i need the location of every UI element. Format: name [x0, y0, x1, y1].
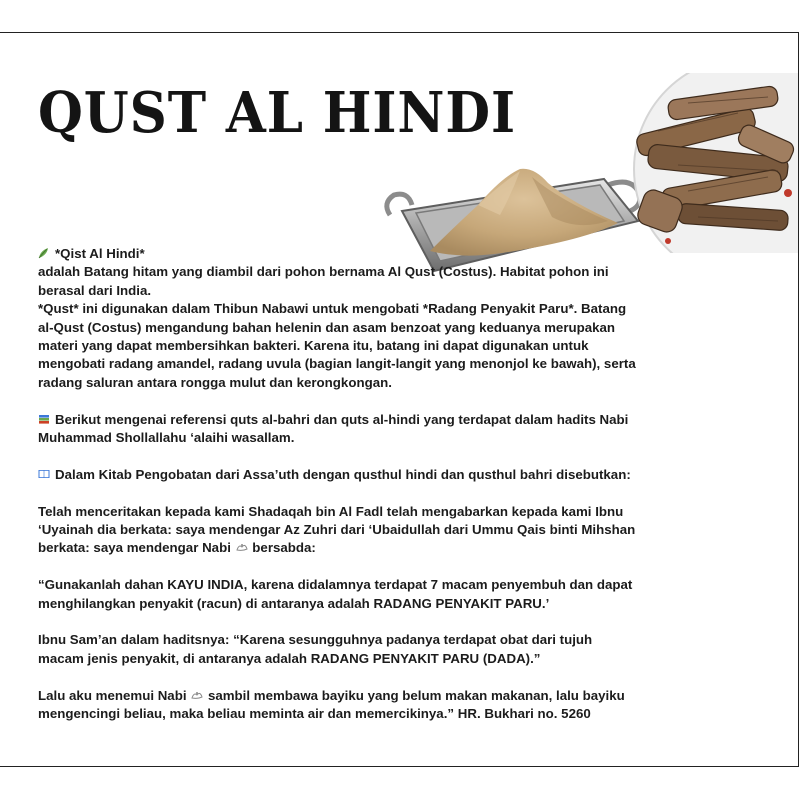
ibnu-saman-text: Ibnu Sam’an dalam haditsnya: “Karena sesungguhnya padanya terdapat obat dari tujuh macam jenis penyakit, di antaranya adalah RADANG PENYAKIT PARU (DADA).” [38, 632, 593, 666]
paragraph-closing [38, 687, 638, 724]
honorific-glyph-icon [191, 689, 203, 701]
books-icon [38, 413, 50, 425]
paragraph-reference [38, 411, 638, 448]
open-book-icon [38, 468, 50, 480]
reference-text: Berikut mengenai referensi quts al-bahri dan quts al-hindi yang terdapat dalam hadits Nabi Muhammad Shollallahu ‘alaihi wasallam. [38, 411, 629, 446]
intro-text-2: *Qust* ini digunakan dalam Thibun Nabawi untuk mengobati *Radang Penyakit Paru*. Batang al-Qust (Costus) mengandung bahan helenin dan asam benzoat yang keduanya merupakan materi yang dapat membersihkan bakteri. Karena itu, batang ini dapat digunakan untuk mengobati radang amandel, radang uvula (bagian langit-langit yang menonjol ke bawah), serta radang saluran antara rongga mulut dan kerongkongan. [38, 301, 636, 390]
intro-heading: *Qist Al Hindi* [55, 246, 145, 261]
intro-text: adalah Batang hitam yang diambil dari pohon bernama Al Qust (Costus). Habitat pohon ini berasal dari India. [38, 264, 609, 298]
closing-text-end: sambil membawa bayiku yang belum makan makanan, lalu bayiku mengencingi beliau, maka beliau meminta air dan memercikinya.” HR. Bukhari no. 5260 [38, 687, 625, 722]
honorific-glyph-icon [236, 541, 248, 553]
poster-frame [0, 32, 799, 767]
hadith-quote-text: “Gunakanlah dahan KAYU INDIA, karena didalamnya terdapat 7 macam penyembuh dan dapat menghilangkan penyakit (racun) di antaranya adalah RADANG PENYAKIT PARU.’ [38, 577, 633, 611]
kitab-text: Dalam Kitab Pengobatan dari Assa’uth dengan qusthul hindi dan qusthul bahri disebutkan: [55, 466, 631, 482]
herb-icon [38, 247, 50, 259]
paragraph-intro [38, 245, 638, 392]
paragraph-hadith-quote [38, 576, 638, 613]
paragraph-sanad [38, 503, 638, 558]
costus-roots-bowl-image [628, 73, 799, 253]
closing-text: Lalu aku menemui Nabi [38, 687, 187, 703]
sanad-text: Telah menceritakan kepada kami Shadaqah bin Al Fadl telah mengabarkan kepada kami Ibnu ‘Uyainah dia berkata: saya mendengar Az Zuhri dari ‘Ubaidullah dari Ummu Qais binti Mihshan berkata: saya mendengar Nabi [38, 503, 636, 556]
sanad-text-end: bersabda: [252, 540, 316, 556]
paragraph-kitab [38, 466, 638, 484]
paragraph-ibnu-saman [38, 631, 638, 668]
page-title: QUST AL HINDI [38, 80, 517, 146]
article-body [38, 245, 638, 742]
